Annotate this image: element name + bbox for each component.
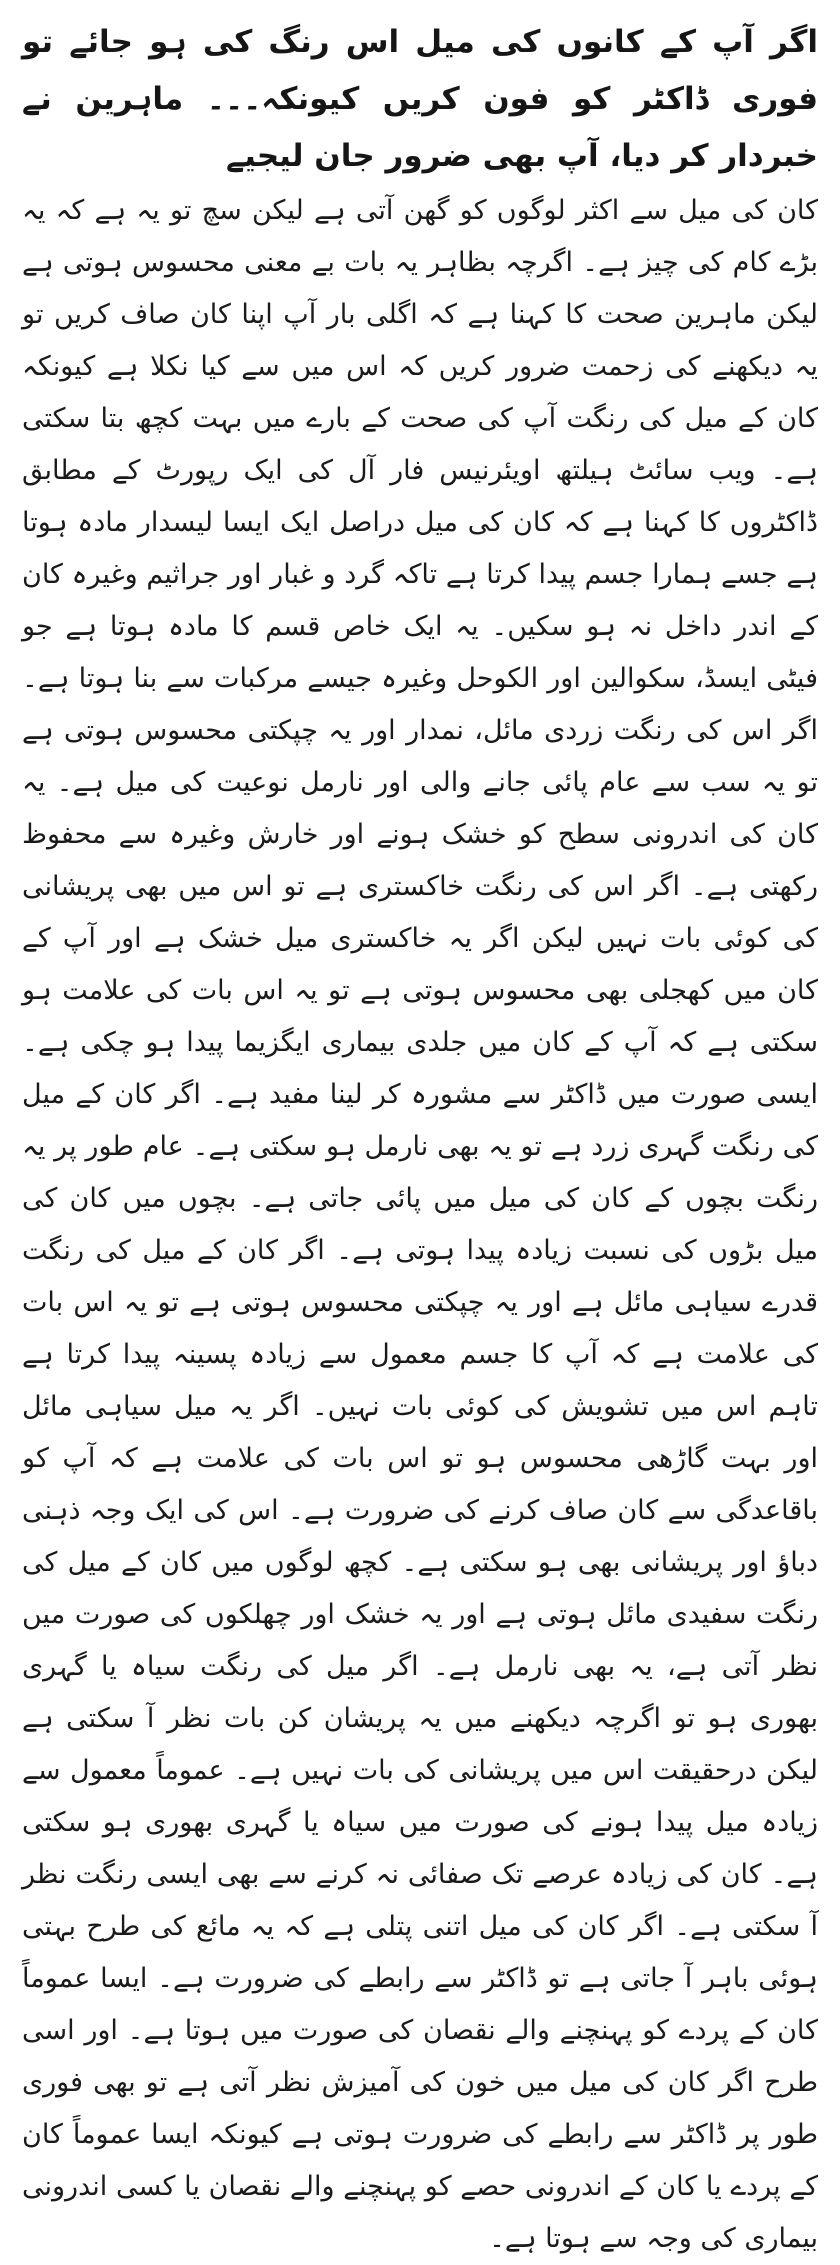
- article-body: کان کی میل سے اکثر لوگوں کو گھن آتی ہے لیکن سچ تو یہ ہے کہ یہ بڑے کام کی چیز ہے۔ اگرچہ بظاہر یہ بات بے معنی محسوس ہوتی ہے لیکن ماہرین صحت کا کہنا ہے کہ اگلی بار آپ اپنا کان صاف کریں تو یہ دیکھنے کی زحمت ضرور کریں کہ اس میں سے کیا نکلا ہے کیونکہ کان کے میل کی رنگت آپ کی صحت کے بارے میں بہت کچھ بتا سکتی ہے۔ ویب سائٹ ہیلتھ اویئرنیس فار آل کی ایک رپورٹ کے مطابق ڈاکٹروں کا کہنا ہے کہ کان کی میل دراصل ایک ایسا لیسدار مادہ ہوتا ہے جسے ہمارا جسم پیدا کرتا ہے تاکہ گرد و غبار اور جراثیم وغیرہ کان کے اندر داخل نہ ہو سکیں۔ یہ ایک خاص قسم کا مادہ ہوتا ہے جو فیٹی ایسڈ، سکوالین اور الکوحل وغیرہ جیسے مرکبات سے بنا ہوتا ہے۔ اگر اس کی رنگت زردی مائل، نمدار اور یہ چپکتی محسوس ہوتی ہے تو یہ سب سے عام پائی جانے والی اور نارمل نوعیت کی میل ہے۔ یہ کان کی اندرونی سطح کو خشک ہونے اور خارش وغیرہ سے محفوظ رکھتی ہے۔ اگر اس کی رنگت خاکستری ہے تو اس میں بھی پریشانی کی کوئی بات نہیں لیکن اگر یہ خاکستری میل خشک ہے اور آپ کے کان میں کھجلی بھی محسوس ہوتی ہے تو یہ اس بات کی علامت ہو سکتی ہے کہ آپ کے کان میں جلدی بیماری ایگزیما پیدا ہو چکی ہے۔ ایسی صورت میں ڈاکٹر سے مشورہ کر لینا مفید ہے۔ اگر کان کے میل کی رنگت گہری زرد ہے تو یہ بھی نارمل ہو سکتی ہے۔ عام طور پر یہ رنگت بچوں کے کان کی میل میں پائی جاتی ہے۔ بچوں میں کان کی میل بڑوں کی نسبت زیادہ پیدا ہوتی ہے۔ اگر کان کے میل کی رنگت قدرے سیاہی مائل ہے اور یہ چپکتی محسوس ہوتی ہے تو یہ اس بات کی علامت ہے کہ آپ کا جسم معمول سے زیادہ پسینہ پیدا کرتا ہے تاہم اس میں تشویش کی کوئی بات نہیں۔ اگر یہ میل سیاہی مائل اور بہت گاڑھی محسوس ہو تو اس بات کی علامت ہے کہ آپ کو باقاعدگی سے کان صاف کرنے کی ضرورت ہے۔ اس کی ایک وجہ ذہنی دباؤ اور پریشانی بھی ہو سکتی ہے۔ کچھ لوگوں میں کان کے میل کی رنگت سفیدی مائل ہوتی ہے اور یہ خشک اور چھلکوں کی صورت میں نظر آتی ہے، یہ بھی نارمل ہے۔ اگر میل کی رنگت سیاہ یا گہری بھوری ہو تو اگرچہ دیکھنے میں یہ پریشان کن بات نظر آ سکتی ہے لیکن درحقیقت اس میں پریشانی کی بات نہیں ہے۔ عموماً معمول سے زیادہ میل پیدا ہونے کی صورت میں سیاہ یا گہری بھوری ہو سکتی ہے۔ کان کی زیادہ عرصے تک صفائی نہ کرنے سے بھی ایسی رنگت نظر آ سکتی ہے۔ اگر کان کی میل اتنی پتلی ہے کہ یہ مائع کی طرح بہتی ہوئی باہر آ جاتی ہے تو ڈاکٹر سے رابطے کی ضرورت ہے۔ ایسا عموماً کان کے پردے کو پہنچنے والے نقصان کی صورت میں ہوتا ہے۔ اور اسی طرح اگر کان کی میل میں خون کی آمیزش نظر آتی ہے تو بھی فوری طور پر ڈاکٹر سے رابطے کی ضرورت ہوتی ہے کیونکہ ایسا عموماً کان کے پردے یا کان کے اندرونی حصے کو پہنچنے والے نقصان یا کسی اندرونی بیماری کی وجہ سے ہوتا ہے۔: [22, 195, 818, 2254]
- article-headline: اگر آپ کے کانوں کی میل اس رنگ کی ہو جائے تو فوری ڈاکٹر کو فون کریں کیونکہ۔۔۔ ماہرین نے خبردار کر دیا، آپ بھی ضرور جان لیجیے: [22, 24, 818, 174]
